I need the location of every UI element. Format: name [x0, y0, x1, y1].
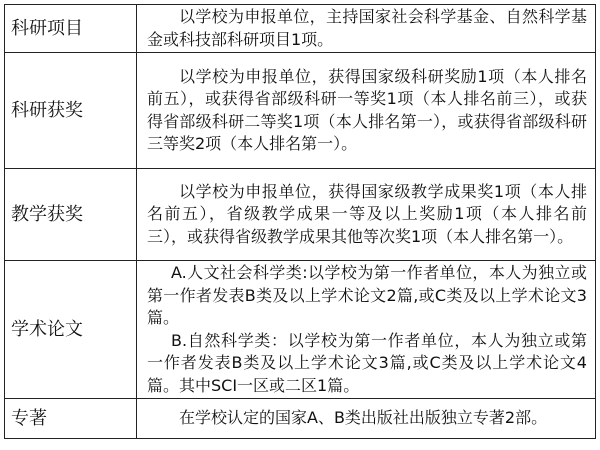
description-cell: [137, 169, 596, 261]
description-paragraph: 以学校为申报单位，获得国家级科研奖励1项（本人排名前五），或获得省部级科研一等奖1项（本人排名前三），或获得省部级科研二等奖1项（本人排名第一），或获得省部级科研三等奖2项（本人排名第一）。: [147, 66, 587, 153]
description-cell: [137, 5, 596, 53]
description-paragraph: 以学校为申报单位，主持国家社会科学基金、自然科学基金或科技部科研项目1项。: [147, 7, 587, 49]
table-row: [5, 261, 596, 399]
description-cell: [137, 53, 596, 169]
description-cell: [137, 399, 596, 439]
description-paragraph: A.人文社会科学类:以学校为第一作者单位，本人为独立或第一作者发表B类及以上学术论文2篇,或C类及以上学术论文3篇。: [147, 263, 587, 327]
category-cell: 教学获奖: [5, 169, 137, 261]
description-paragraph: 以学校为申报单位，获得国家级教学成果奖1项（本人排名前五），省级教学成果一等及以上奖励1项（本人排名前三），或获得省级教学成果其他等次奖1项（本人排名第一）。: [147, 181, 587, 246]
category-cell: 学术论文: [5, 261, 137, 399]
category-cell: 专著: [5, 399, 137, 439]
table-row: [5, 53, 596, 169]
description-cell: [137, 261, 596, 399]
table-row: [5, 5, 596, 53]
description-paragraph: 在学校认定的国家A、B类出版社出版独立专著2部。: [179, 408, 548, 428]
table-row: [5, 169, 596, 261]
description-paragraph: B.自然科学类：以学校为第一作者单位，本人为独立或第一作者发表B类及以上学术论文3篇,或C类及以上学术论文4篇。其中SCI一区或二区1篇。: [147, 330, 587, 395]
category-cell: 科研获奖: [5, 53, 137, 169]
category-cell: 科研项目: [5, 5, 137, 53]
requirements-table: [4, 4, 596, 439]
table-row: [5, 399, 596, 439]
